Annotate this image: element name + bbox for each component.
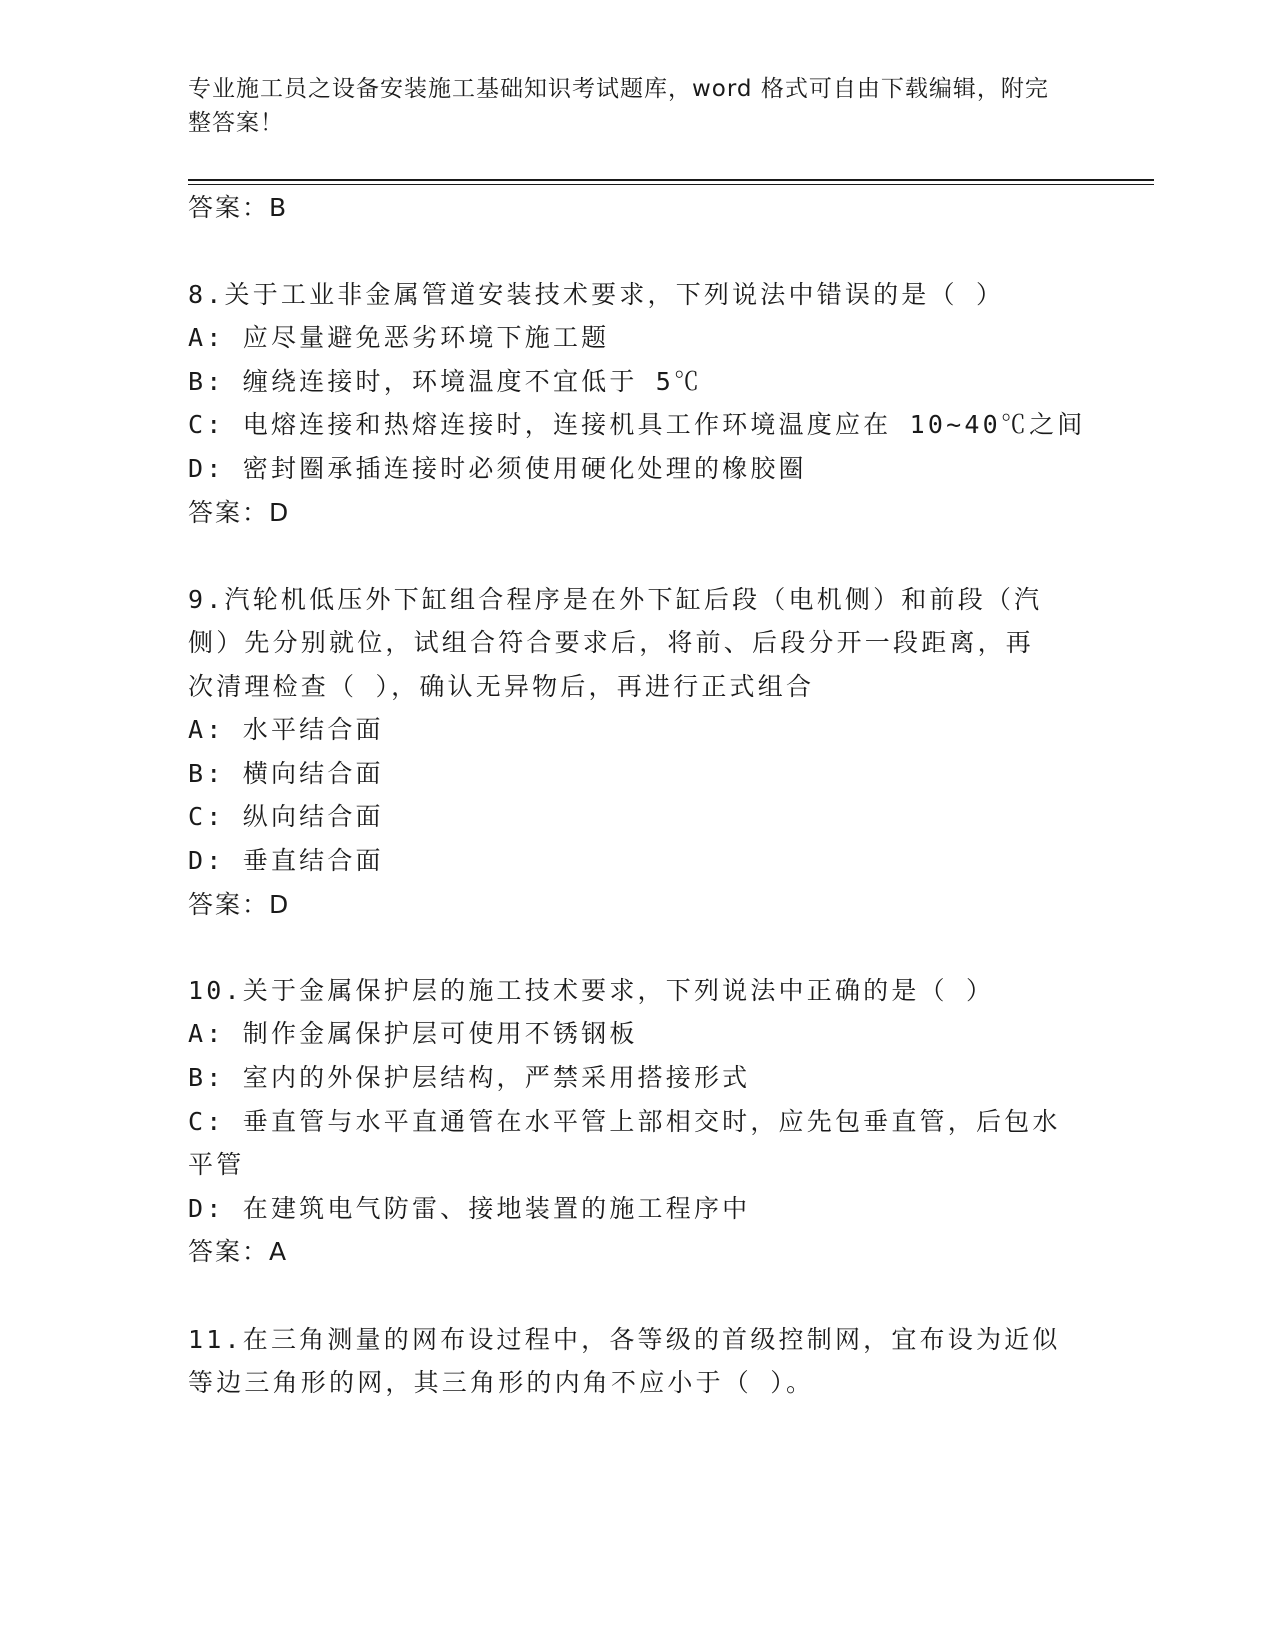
question-8-option-a: A: 应尽量避免恶劣环境下施工题 <box>188 323 610 352</box>
question-8-option-c: C: 电熔连接和热熔连接时，连接机具工作环境温度应在 10~40℃之间 <box>188 410 1086 439</box>
question-9-option-d: D: 垂直结合面 <box>188 846 384 875</box>
question-10-option-c-line-2: 平管 <box>188 1150 245 1179</box>
question-8-option-d: D: 密封圈承插连接时必须使用硬化处理的橡胶圈 <box>188 454 807 483</box>
question-9-stem-line-3: 次清理检查（ ），确认无异物后，再进行正式组合 <box>188 672 815 701</box>
question-10-stem: 10.关于金属保护层的施工技术要求，下列说法中正确的是（ ） <box>188 976 995 1005</box>
question-8-option-b: B: 缠绕连接时，环境温度不宜低于 5℃ <box>188 367 703 396</box>
question-10-option-d: D: 在建筑电气防雷、接地装置的施工程序中 <box>188 1194 751 1223</box>
question-9-option-b: B: 横向结合面 <box>188 759 384 788</box>
question-9-stem-line-1: 9.汽轮机低压外下缸组合程序是在外下缸后段（电机侧）和前段（汽 <box>188 585 1043 614</box>
question-9-stem-line-2: 侧）先分别就位，试组合符合要求后，将前、后段分开一段距离，再 <box>188 628 1035 657</box>
header-rule-thick <box>188 179 1154 181</box>
question-11-stem-line-2: 等边三角形的网，其三角形的内角不应小于（ ）。 <box>188 1368 815 1397</box>
answer-q10: 答案：A <box>188 1237 289 1266</box>
question-10-option-c-line-1: C: 垂直管与水平直通管在水平管上部相交时，应先包垂直管，后包水 <box>188 1107 1061 1136</box>
document-header: 专业施工员之设备安装施工基础知识考试题库，word 格式可自由下载编辑，附完整答案！ <box>188 76 1049 136</box>
header-rule-thin <box>188 184 1154 185</box>
question-9-option-a: A: 水平结合面 <box>188 715 384 744</box>
question-8-stem: 8.关于工业非金属管道安装技术要求，下列说法中错误的是（ ） <box>188 280 1005 309</box>
question-11-stem-line-1: 11.在三角测量的网布设过程中，各等级的首级控制网，宜布设为近似 <box>188 1325 1061 1354</box>
answer-q8: 答案：D <box>188 498 291 527</box>
question-10-option-b: B: 室内的外保护层结构，严禁采用搭接形式 <box>188 1063 751 1092</box>
question-10-option-a: A: 制作金属保护层可使用不锈钢板 <box>188 1019 638 1048</box>
answer-q9: 答案：D <box>188 890 291 919</box>
question-9-option-c: C: 纵向结合面 <box>188 802 384 831</box>
answer-q7: 答案：B <box>188 193 289 222</box>
